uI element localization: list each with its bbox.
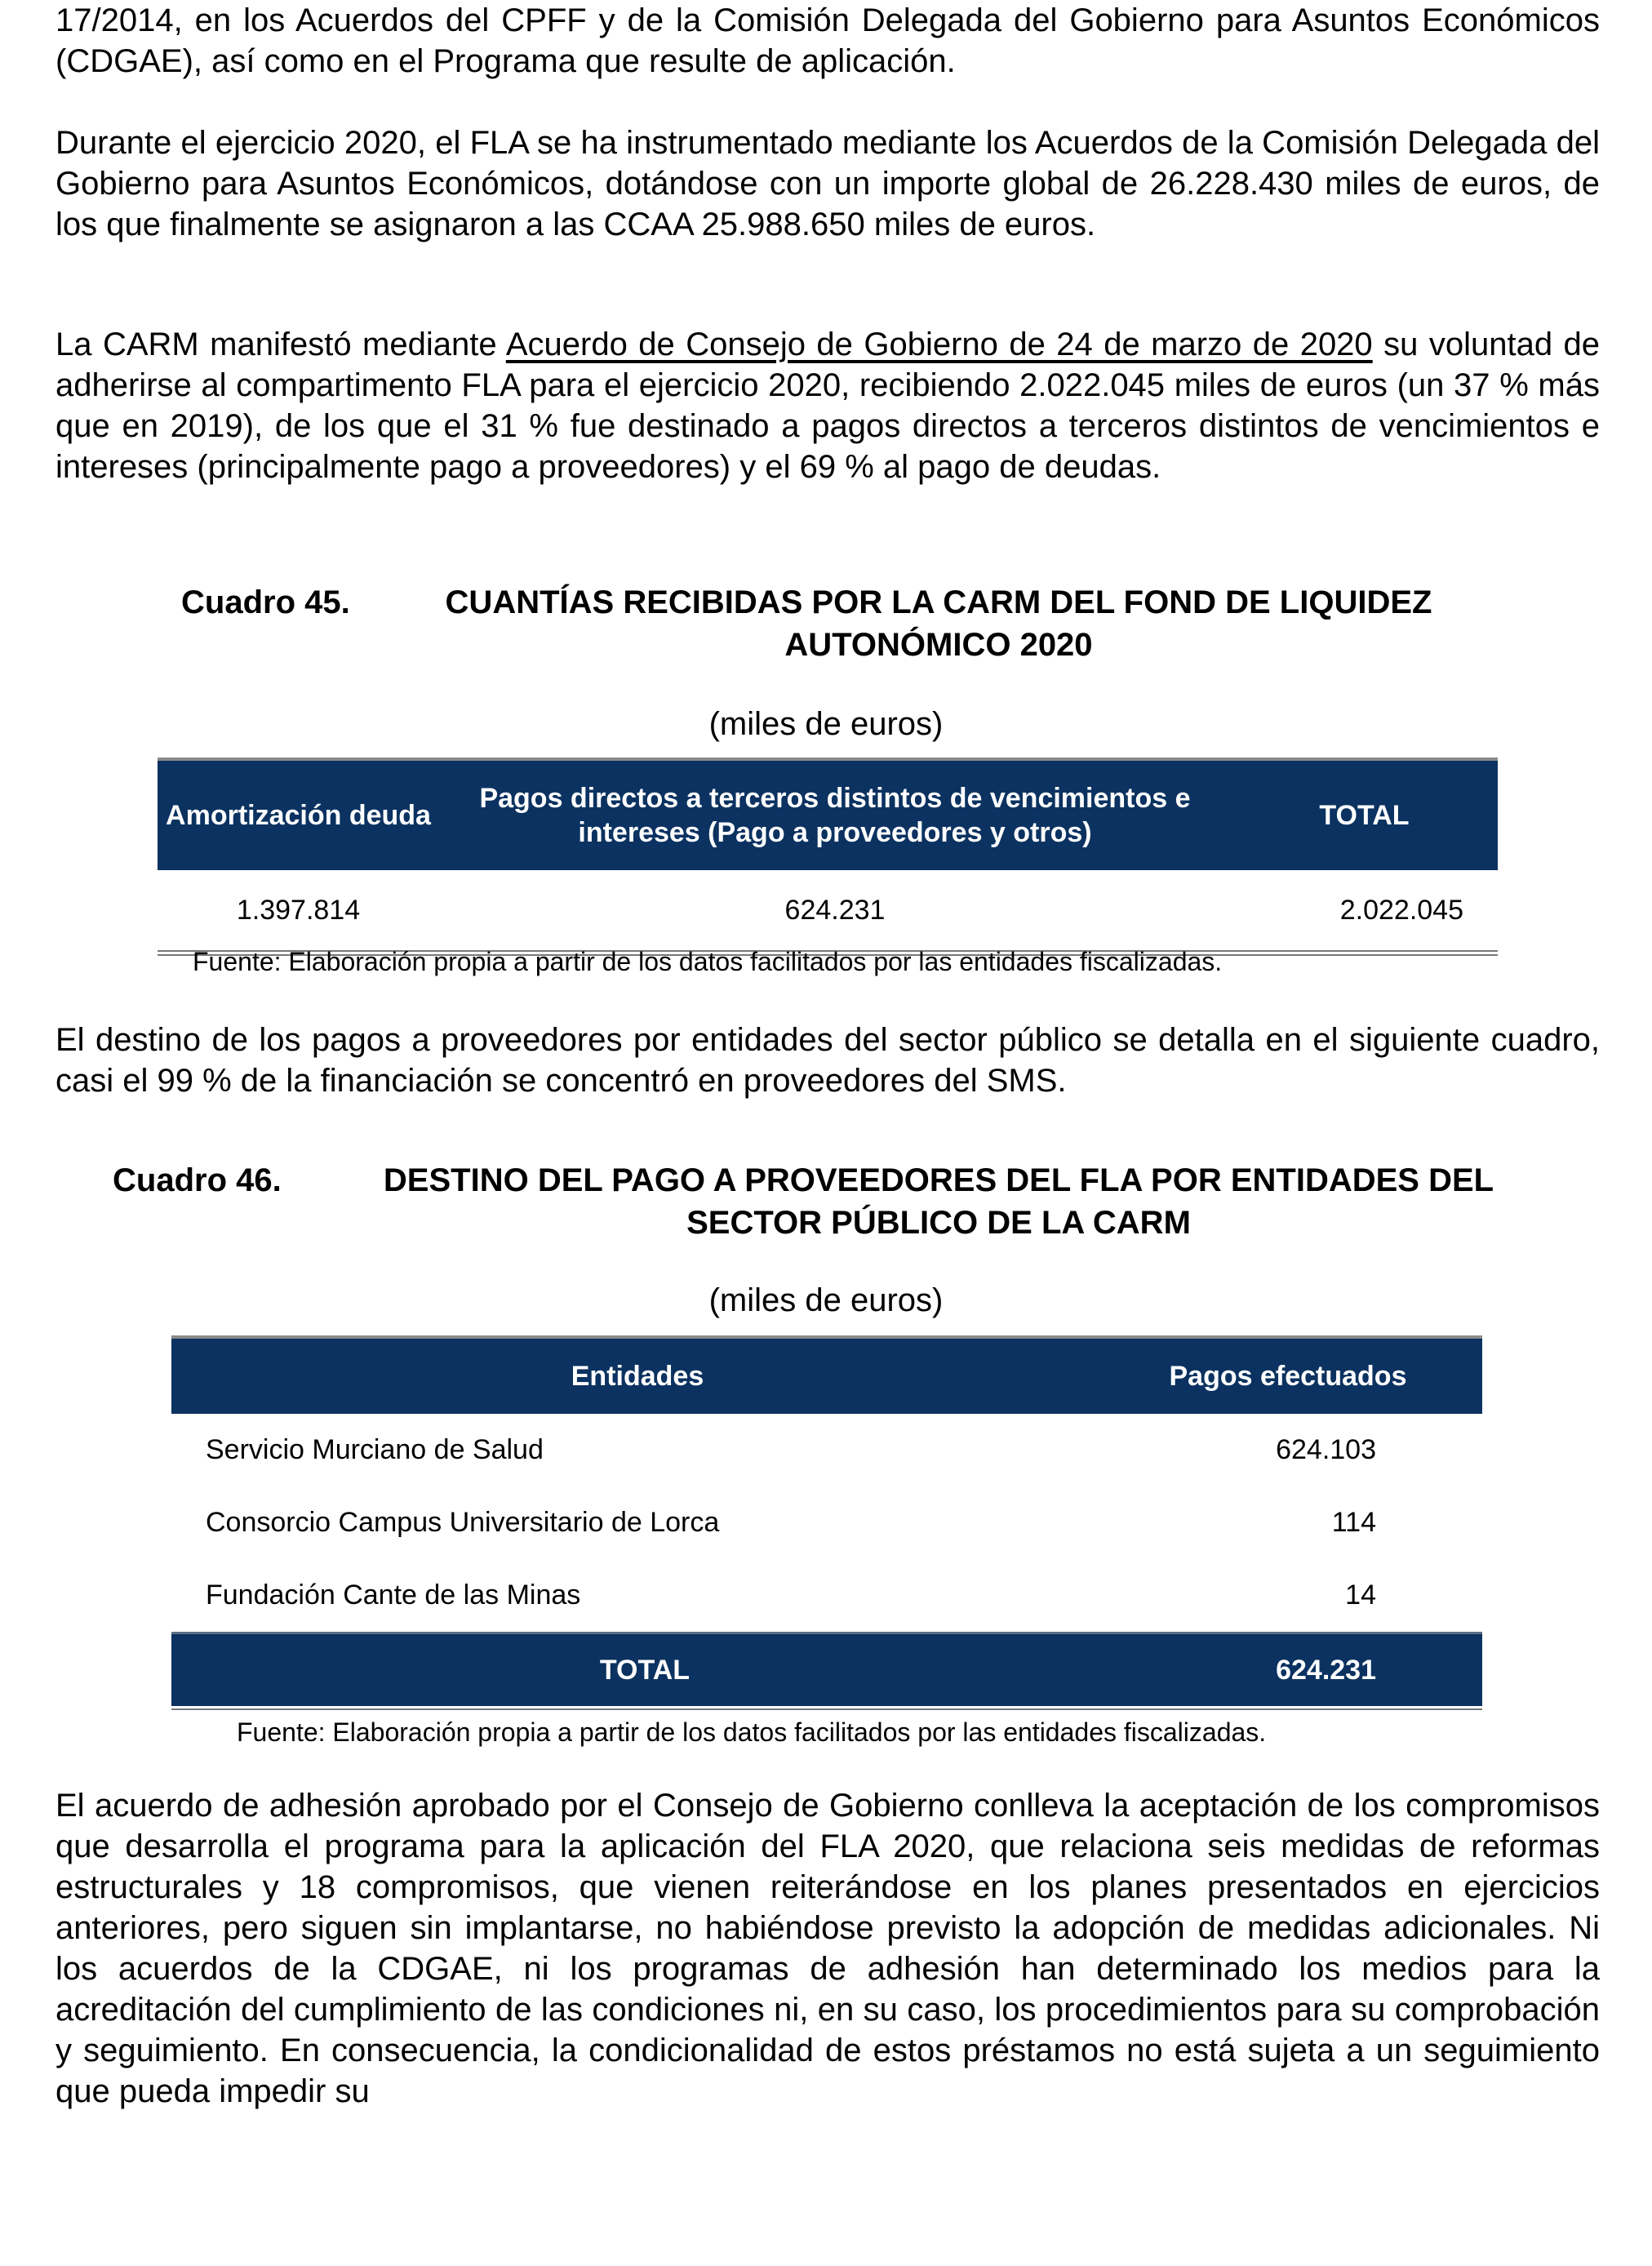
table45-number: Cuadro 45. — [181, 584, 350, 620]
table45-units: (miles de euros) — [708, 706, 944, 742]
table46-number: Cuadro 46. — [113, 1162, 282, 1198]
table46-header-pagos: Pagos efectuados — [1169, 1360, 1407, 1392]
table45 — [158, 758, 1498, 956]
table45-header-total: TOTAL — [1319, 800, 1410, 831]
table45-title: CUANTÍAS RECIBIDAS POR LA CARM DEL FOND DE LIQUIDEZ AUTONÓMICO 2020 — [445, 584, 1432, 663]
table46-bottom-rule — [171, 1708, 1482, 1710]
table46-total-row — [171, 1632, 1482, 1706]
table46-amount: 14 — [1345, 1580, 1376, 1611]
table46-total-value: 624.231 — [1276, 1654, 1376, 1686]
table-row — [171, 1559, 1482, 1632]
paragraph-intro: 17/2014, en los Acuerdos del CPFF y de la Comisión Delegada del Gobierno para Asuntos Económicos (CDGAE), así como en el Programa que resulte de aplicación. — [56, 2, 1600, 79]
table46-total-label: TOTAL — [599, 1654, 691, 1686]
table-row — [171, 1486, 1482, 1559]
table46-units: (miles de euros) — [708, 1282, 944, 1318]
acuerdo-consejo-link[interactable]: Acuerdo de Consejo de Gobierno de 24 de marzo de 2020 — [505, 327, 1373, 362]
table46-header-row — [171, 1339, 1482, 1414]
table46-entity: Servicio Murciano de Salud — [206, 1434, 544, 1465]
table46-source: Fuente: Elaboración propia a partir de los datos facilitados por las entidades fiscalizadas. — [237, 1717, 1267, 1747]
table45-header-amortizacion: Amortización deuda — [166, 800, 431, 831]
paragraph-acuerdo-adhesion: El acuerdo de adhesión aprobado por el Consejo de Gobierno conlleva la aceptación de los compromisos que desarrolla el programa para la aplicación del FLA 2020, que relaciona seis medidas de reformas estructurales y 18 compromisos, que vienen reiterándose en los planes presentados en ejercicios anteriores, pero siguen sin implantarse, no habiéndose previsto la adopción de medidas adicionales. Ni los acuerdos de la CDGAE, ni los programas de adhesión han determinado los medios para la acreditación del cumplimiento de las condiciones ni, en su caso, los procedimientos para su comprobación y seguimiento. En consecuencia, la condicionalidad de estos préstamos no está sujeta a un seguimiento que pueda impedir su — [56, 1788, 1600, 2109]
paragraph-carm-adhesion — [56, 324, 1600, 487]
table46-entity: Fundación Cante de las Minas — [206, 1580, 581, 1611]
table46 — [171, 1335, 1482, 1710]
table45-header-row — [158, 761, 1498, 870]
table46-title: DESTINO DEL PAGO A PROVEEDORES DEL FLA POR ENTIDADES DEL SECTOR PÚBLICO DE LA CARM — [383, 1162, 1494, 1241]
table-row — [171, 1414, 1482, 1486]
table46-amount: 114 — [1331, 1507, 1376, 1538]
table45-value-pagos-directos: 624.231 — [784, 894, 886, 926]
paragraph-carm-start: La CARM manifestó mediante — [56, 327, 506, 362]
table45-source: Fuente: Elaboración propia a partir de los datos facilitados por las entidades fiscalizadas. — [193, 947, 1223, 976]
paragraph-fla-2020: Durante el ejercicio 2020, el FLA se ha instrumentado mediante los Acuerdos de la Comisión Delegada del Gobierno para Asuntos Económicos, dotándose con un importe global de 26.228.430 miles de euros, de los que finalmente se asignaron a las CCAA 25.988.650 miles de euros. — [56, 125, 1600, 242]
table46-amount: 624.103 — [1276, 1434, 1376, 1465]
paragraph-destino-pagos: El destino de los pagos a proveedores por entidades del sector público se detalla en el siguiente cuadro, casi el 99 % de la financiación se concentró en proveedores del SMS. — [56, 1022, 1600, 1099]
table46-header-entidades: Entidades — [571, 1360, 704, 1392]
table46-entity: Consorcio Campus Universitario de Lorca — [206, 1507, 720, 1538]
table45-header-pagos-directos: Pagos directos a terceros distintos de vencimientos e intereses (Pago a proveedores y otros) — [479, 783, 1191, 848]
table45-value-total: 2.022.045 — [1339, 894, 1463, 926]
table45-value-amortizacion: 1.397.814 — [236, 894, 361, 926]
paragraph-carm-end: su voluntad de adherirse al compartimento FLA para el ejercicio 2020, recibiendo 2.022.045 miles de euros (un 37 % más que en 2019), de los que el 31 % fue destinado a pagos directos a terceros distintos de vencimientos e intereses (principalmente pago a proveedores) y el 69 % al pago de deudas. — [56, 327, 1601, 485]
table45-data-row — [158, 870, 1498, 950]
